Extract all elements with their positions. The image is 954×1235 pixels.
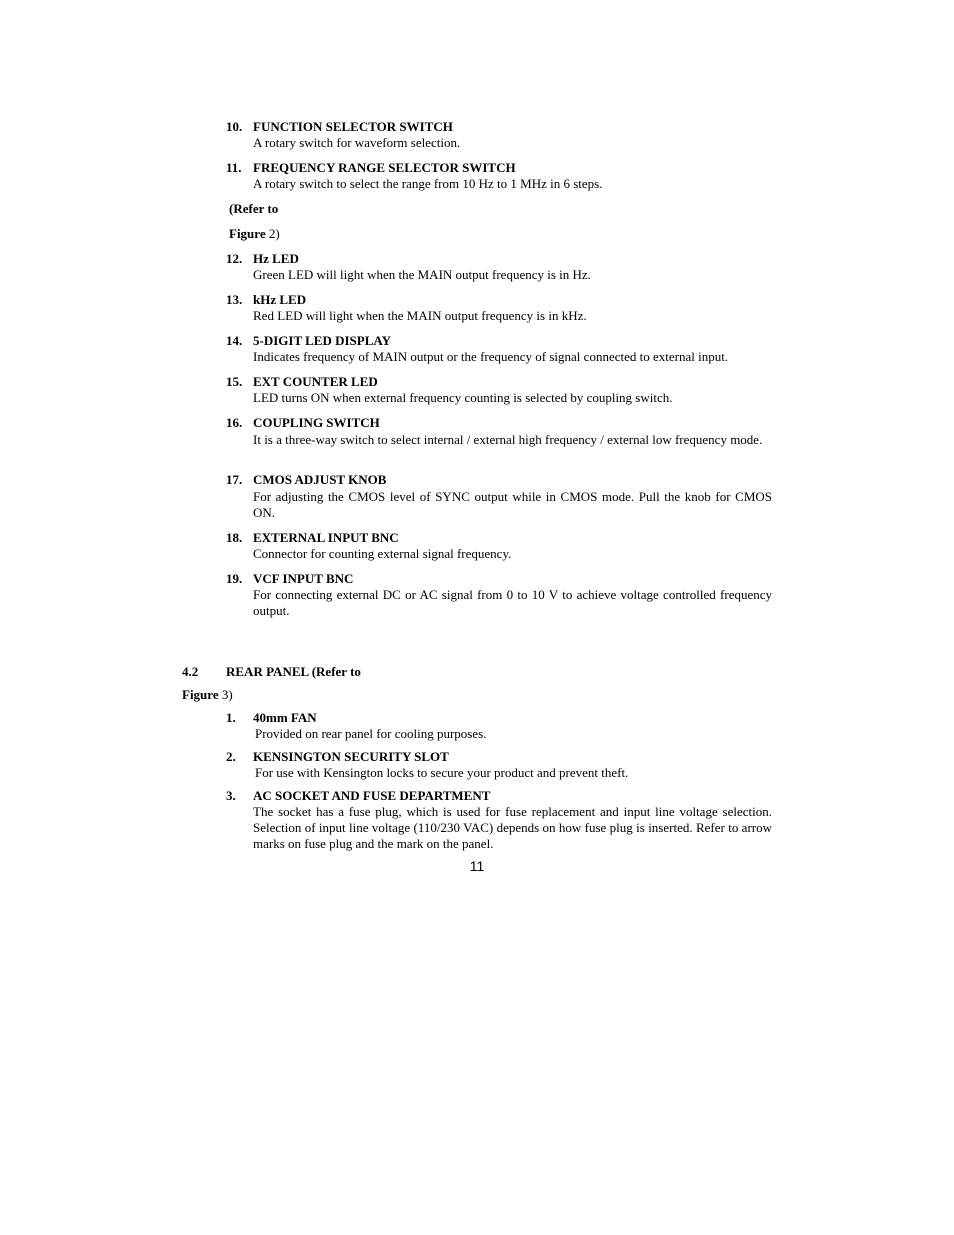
item-number: 12. [226,251,243,266]
list-item-16 [226,415,772,448]
item-description: For use with Kensington locks to secure your product and prevent theft. [255,765,629,780]
item-title: 40mm FAN [253,710,317,725]
item-description: A rotary switch for waveform selection. [253,135,461,150]
item-number: 3. [226,788,236,803]
figure-reference-line2 [229,226,280,242]
item-description: Green LED will light when the MAIN output frequency is in Hz. [253,267,591,282]
refer-to-text: (Refer to [229,201,279,216]
item-number: 11. [226,160,242,175]
item-title: KENSINGTON SECURITY SLOT [253,749,449,764]
item-number: 15. [226,374,243,389]
section-heading-rear-panel [182,664,361,680]
item-title: kHz LED [253,292,307,307]
figure-number: 3) [221,687,233,702]
item-title: EXTERNAL INPUT BNC [253,530,399,545]
item-description: The socket has a fuse plug, which is used for fuse replacement and input line voltage selection. Selection of input line voltage (110/230 VAC) depends on how fuse plug is inserted. Refer to arrow marks on fuse plug and the mark on the panel. [253,804,772,851]
item-number: 2. [226,749,236,764]
item-description: A rotary switch to select the range from 10 Hz to 1 MHz in 6 steps. [253,176,603,191]
list-item-10 [226,119,772,151]
item-title: EXT COUNTER LED [253,374,378,389]
figure-number: 2) [268,226,280,241]
list-item-17 [226,472,772,521]
item-title: CMOS ADJUST KNOB [253,472,387,487]
section-title: REAR PANEL (Refer to [226,664,361,679]
item-description: Connector for counting external signal frequency. [253,546,512,561]
figure-word: Figure [229,226,266,241]
list-item-11 [226,160,772,192]
figure-reference-line1 [229,201,278,217]
section-number: 4.2 [182,664,199,679]
rear-item-2 [226,749,772,781]
item-description: For adjusting the CMOS level of SYNC output while in CMOS mode. Pull the knob for CMOS ON. [253,489,772,520]
item-number: 14. [226,333,243,348]
item-title: Hz LED [253,251,299,266]
page-number: 11 [469,858,485,874]
item-title: FREQUENCY RANGE SELECTOR SWITCH [253,160,516,175]
item-number: 16. [226,415,243,430]
list-item-12 [226,251,772,283]
item-description: Indicates frequency of MAIN output or the frequency of signal connected to external input. [253,349,729,364]
list-item-18 [226,530,772,562]
item-number: 10. [226,119,243,134]
item-title: VCF INPUT BNC [253,571,354,586]
list-item-19 [226,571,772,619]
item-description: Red LED will light when the MAIN output frequency is in kHz. [253,308,587,323]
item-description: It is a three-way switch to select internal / external high frequency / external low frequency mode. [253,432,763,447]
item-number: 19. [226,571,243,586]
item-description: LED turns ON when external frequency counting is selected by coupling switch. [253,390,673,405]
item-title: COUPLING SWITCH [253,415,380,430]
item-description: For connecting external DC or AC signal from 0 to 10 V to achieve voltage controlled frequency output. [253,587,772,618]
item-description: Provided on rear panel for cooling purposes. [255,726,487,741]
list-item-15 [226,374,772,406]
item-number: 13. [226,292,243,307]
item-title: FUNCTION SELECTOR SWITCH [253,119,453,134]
list-item-14 [226,333,772,365]
item-number: 17. [226,472,243,487]
rear-item-3 [226,788,772,852]
rear-item-1 [226,710,772,742]
item-title: AC SOCKET AND FUSE DEPARTMENT [253,788,491,803]
item-number: 18. [226,530,243,545]
list-item-13 [226,292,772,324]
figure-word: Figure [182,687,219,702]
section-figure-reference [182,687,233,703]
item-number: 1. [226,710,236,725]
item-title: 5-DIGIT LED DISPLAY [253,333,391,348]
